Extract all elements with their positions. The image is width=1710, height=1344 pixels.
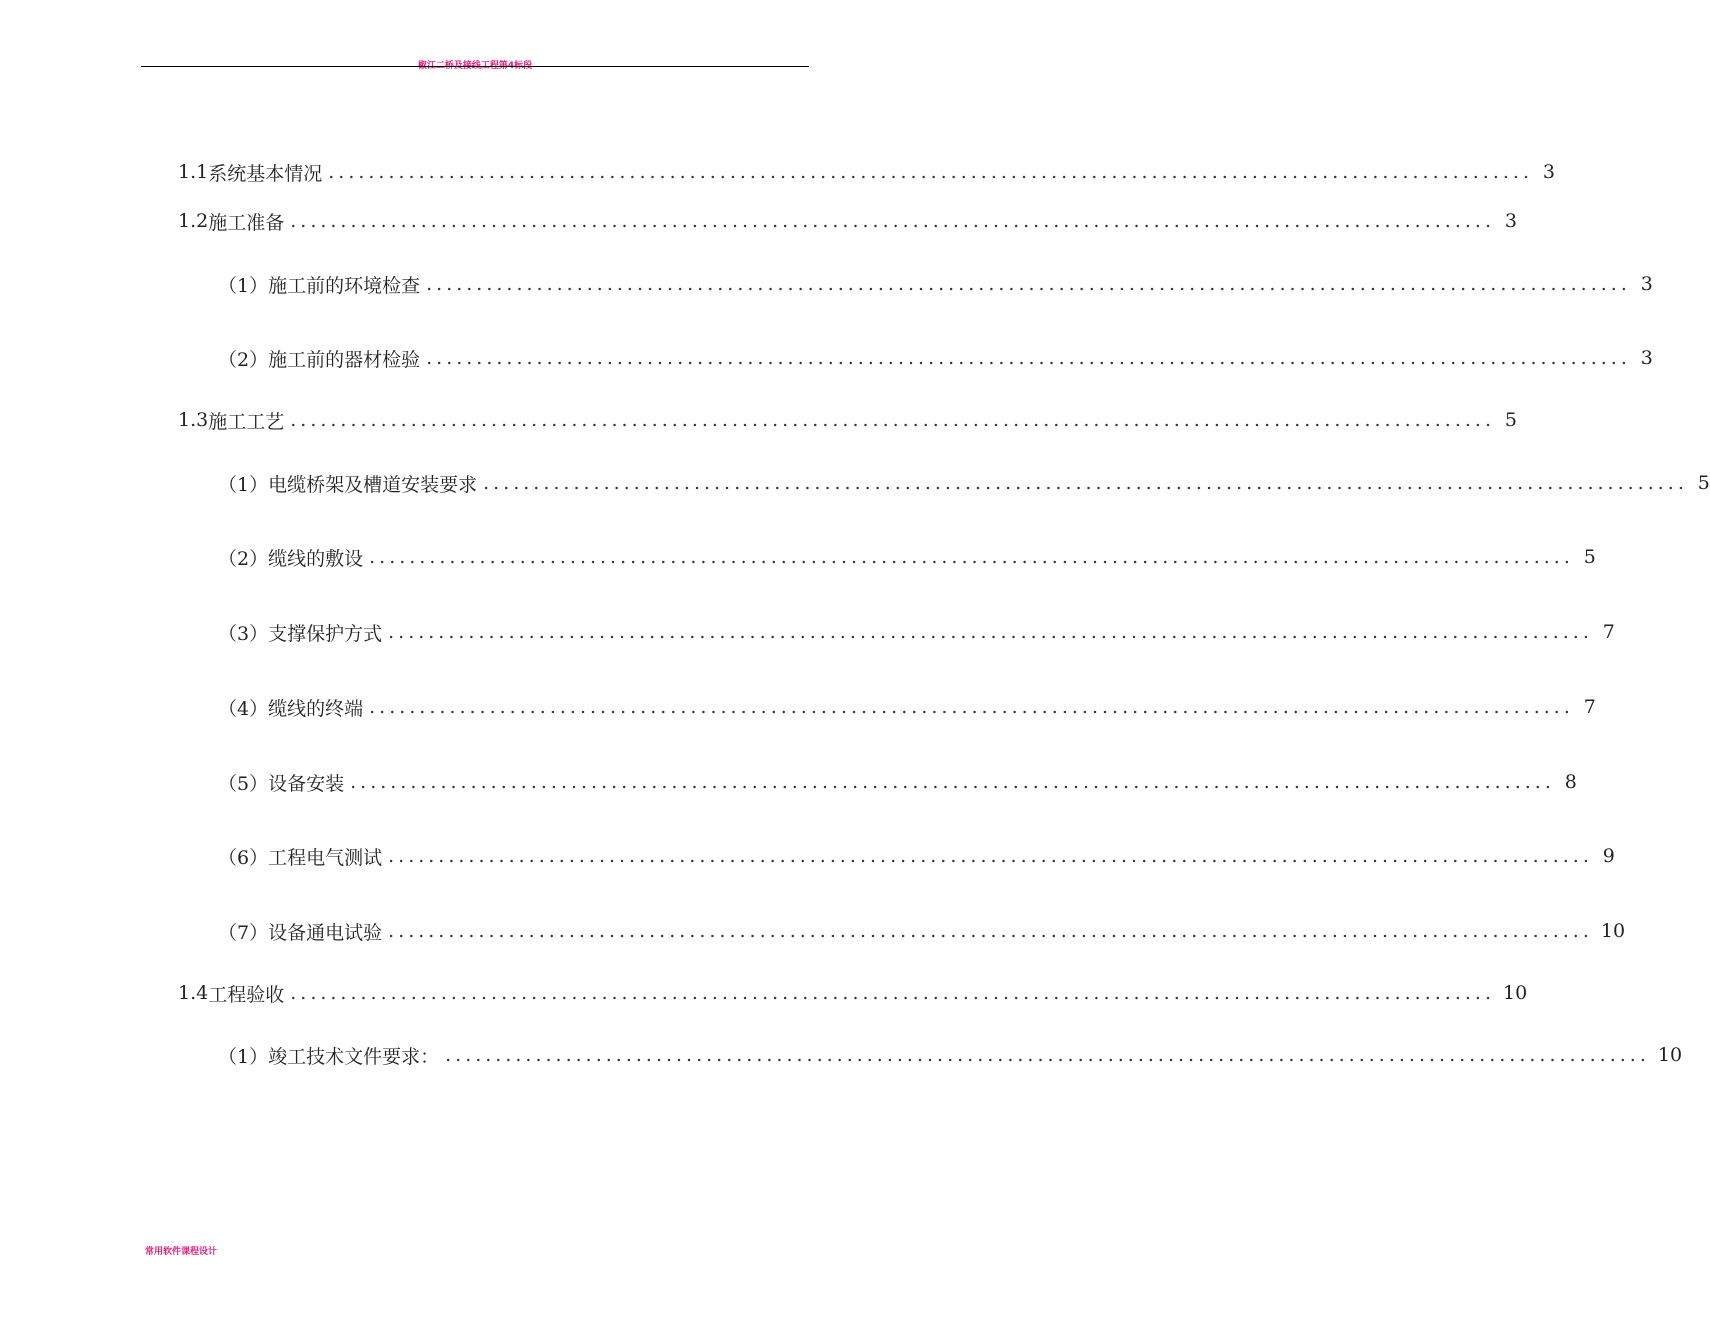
- toc-leader-dots: ........................................................................................................................: [350, 771, 1555, 793]
- toc-leader-dots: ........................................................................................................................: [483, 472, 1688, 494]
- toc-entry-page: 10: [1502, 982, 1528, 1004]
- toc-entry-page: 10: [1657, 1044, 1683, 1066]
- toc-entry-title: 设备安装: [268, 772, 345, 795]
- toc-leader-dots: ........................................................................................................................: [388, 621, 1593, 643]
- toc-entry-number: （3）: [218, 622, 269, 645]
- toc-entry-number: （5）: [218, 772, 269, 795]
- toc-entry-title: 缆线的敷设: [268, 547, 364, 570]
- toc-entry-title: 施工前的环境检查: [268, 274, 421, 297]
- toc-entry[interactable]: [218, 270, 1653, 298]
- toc-entry[interactable]: [178, 207, 1517, 235]
- toc-entry-page: 7: [1583, 696, 1596, 718]
- toc-entry-page: 8: [1564, 771, 1577, 793]
- toc-entry[interactable]: [218, 1041, 1683, 1069]
- toc-entry-number: （7）: [218, 921, 269, 944]
- toc-entry-page: 5: [1504, 409, 1517, 431]
- toc-entry-page: 9: [1602, 845, 1615, 867]
- toc-leader-dots: ........................................................................................................................: [369, 696, 1574, 718]
- toc-leader-dots: ........................................................................................................................: [388, 845, 1593, 867]
- toc-entry-title: 工程验收: [208, 983, 285, 1006]
- toc-entry-number: （1）: [218, 473, 269, 496]
- toc-entry-number: （6）: [218, 846, 269, 869]
- page-footer-text: 常用软件课程设计: [145, 1247, 218, 1257]
- toc-entry[interactable]: [178, 406, 1517, 434]
- toc-leader-dots: ........................................................................................................................: [426, 347, 1631, 369]
- toc-entry-title: 设备通电试验: [268, 921, 383, 944]
- toc-entry-page: 3: [1542, 161, 1555, 183]
- toc-entry-title: 电缆桥架及槽道安装要求: [268, 473, 478, 496]
- toc-entry[interactable]: [218, 344, 1653, 372]
- toc-leader-dots: ........................................................................................................................: [290, 982, 1495, 1004]
- toc-leader-dots: ........................................................................................................................: [388, 920, 1593, 942]
- toc-leader-dots: ........................................................................................................................: [290, 409, 1495, 431]
- toc-entry-number: 1.1: [178, 161, 209, 183]
- toc-leader-dots: ........................................................................................................................: [426, 273, 1631, 295]
- toc-entry-number: （4）: [218, 697, 269, 720]
- toc-entry[interactable]: [178, 158, 1555, 186]
- toc-leader-dots: ........................................................................................................................: [445, 1044, 1650, 1066]
- page-header-text: 椒江二桥及接线工程第4标段: [417, 61, 533, 71]
- toc-entry-number: （1）: [218, 1045, 269, 1068]
- header-rule: [141, 66, 809, 67]
- toc-entry[interactable]: [218, 618, 1615, 646]
- toc-entry-title: 工程电气测试: [268, 846, 383, 869]
- toc-entry-number: （1）: [218, 274, 269, 297]
- toc-entry-number: 1.4: [178, 982, 209, 1004]
- toc-entry[interactable]: [218, 768, 1577, 796]
- toc-entry[interactable]: [218, 469, 1710, 497]
- toc-leader-dots: ........................................................................................................................: [290, 210, 1495, 232]
- toc-entry-number: 1.2: [178, 210, 209, 232]
- toc-entry-title: 系统基本情况: [208, 162, 323, 185]
- toc-entry-number: （2）: [218, 547, 269, 570]
- toc-entry[interactable]: [218, 693, 1596, 721]
- toc-entry-page: 5: [1583, 546, 1596, 568]
- toc-entry[interactable]: [178, 979, 1528, 1007]
- toc-entry-number: （2）: [218, 348, 269, 371]
- toc-leader-dots: ........................................................................................................................: [328, 161, 1533, 183]
- toc-entry-number: 1.3: [178, 409, 209, 431]
- toc-entry-page: 5: [1697, 472, 1710, 494]
- toc-entry-title: 支撑保护方式: [268, 622, 383, 645]
- toc-leader-dots: ........................................................................................................................: [369, 546, 1574, 568]
- toc-entry-title: 施工准备: [208, 211, 285, 234]
- toc-entry-title: 施工前的器材检验: [268, 348, 421, 371]
- toc-entry[interactable]: [218, 543, 1596, 571]
- toc-entry-page: 10: [1600, 920, 1626, 942]
- toc-entry-page: 7: [1602, 621, 1615, 643]
- toc-entry-title: 缆线的终端: [268, 697, 364, 720]
- toc-entry[interactable]: [218, 917, 1626, 945]
- toc-entry-title: 竣工技术文件要求：: [268, 1045, 440, 1068]
- toc-entry-page: 3: [1640, 347, 1653, 369]
- toc-entry-page: 3: [1504, 210, 1517, 232]
- toc-entry-title: 施工工艺: [208, 410, 285, 433]
- toc-entry-page: 3: [1640, 273, 1653, 295]
- toc-entry[interactable]: [218, 842, 1615, 870]
